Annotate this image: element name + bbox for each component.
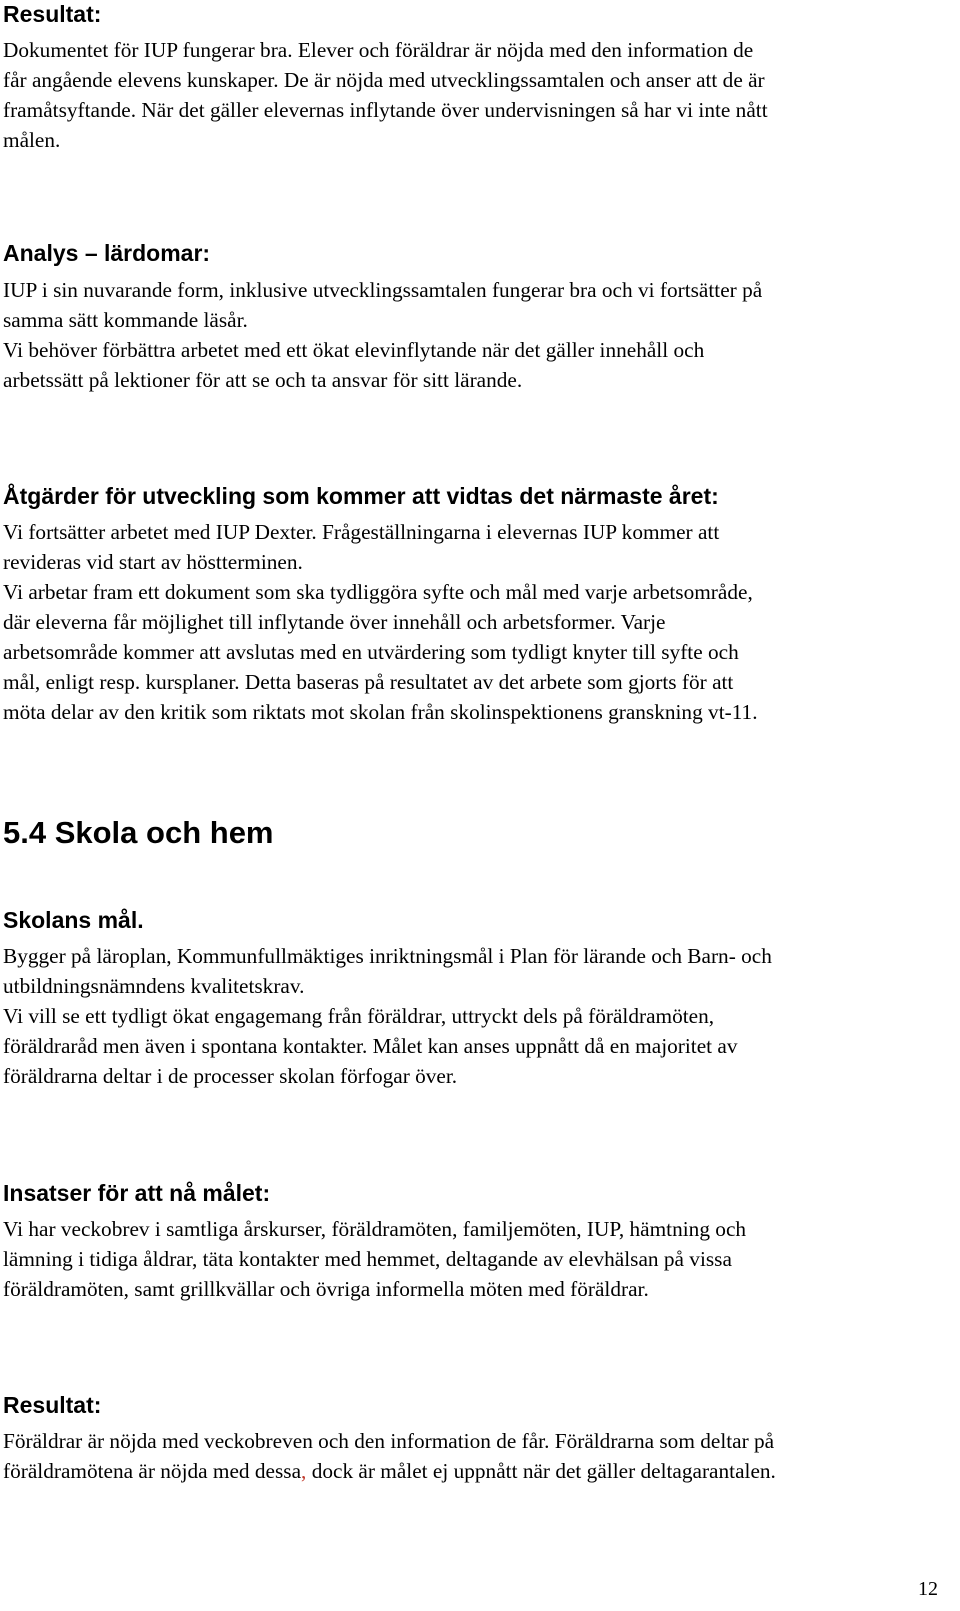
section-heading: Åtgärder för utveckling som kommer att vidtas det närmaste året: xyxy=(3,483,719,509)
section-heading: Insatser för att nå målet: xyxy=(3,1180,271,1206)
paragraph xyxy=(3,517,951,727)
text-line: arbetsområde kommer att avslutas med en utvärdering som tydligt knyter till syfte och xyxy=(3,640,739,664)
section-title: 5.4 Skola och hem xyxy=(3,815,274,850)
text-line: där eleverna får möjlighet till inflytande över innehåll och arbetsformer. Varje xyxy=(3,610,666,634)
text-line: Vi vill se ett tydligt ökat engagemang från föräldrar, uttryckt dels på föräldramöten, xyxy=(3,1004,715,1028)
paragraph xyxy=(3,1214,951,1304)
analysis-section xyxy=(3,239,951,395)
text-line: Vi arbetar fram ett dokument som ska tydliggöra syfte och mål med varje arbetsområde, xyxy=(3,580,753,604)
text-line: utbildningsnämndens kvalitetskrav. xyxy=(3,974,305,998)
text-line: Vi behöver förbättra arbetet med ett ökat elevinflytande när det gäller innehåll och xyxy=(3,338,705,362)
text-line: föräldrarna deltar i de processer skolan förfogar över. xyxy=(3,1064,458,1088)
text-line: målen. xyxy=(3,128,61,152)
section-heading: Analys – lärdomar: xyxy=(3,240,211,266)
text-line: Bygger på läroplan, Kommunfullmäktiges inriktningsmål i Plan för lärande och Barn- och xyxy=(3,944,772,968)
text-line: mål, enligt resp. kursplaner. Detta baseras på resultatet av det arbete som gjorts för att xyxy=(3,670,734,694)
chapter-section xyxy=(3,815,951,851)
result-section xyxy=(3,0,951,155)
text-line: föräldraråd men även i spontana kontakter. Målet kan anses uppnått då en majoritet av xyxy=(3,1034,738,1058)
page-number: 12 xyxy=(918,1578,938,1600)
text-line xyxy=(3,1456,951,1486)
result-section xyxy=(3,1391,951,1486)
red-comma: , xyxy=(301,1459,307,1483)
section-heading: Skolans mål. xyxy=(3,907,144,933)
text-line: framåtsyftande. När det gäller elevernas inflytande över undervisningen så har vi inte nått xyxy=(3,98,768,122)
efforts-section xyxy=(3,1179,951,1304)
text-line: arbetssätt på lektioner för att se och ta ansvar för sitt lärande. xyxy=(3,368,523,392)
paragraph xyxy=(3,1426,951,1486)
text-line: Vi har veckobrev i samtliga årskurser, föräldramöten, familjemöten, IUP, hämtning och xyxy=(3,1217,747,1241)
text-line: samma sätt kommande läsår. xyxy=(3,308,248,332)
section-heading: Resultat: xyxy=(3,1392,102,1418)
text-line: möta delar av den kritik som riktats mot skolan från skolinspektionens granskning vt-11. xyxy=(3,700,758,724)
actions-section xyxy=(3,482,951,727)
text-fragment: föräldramötena är nöjda med dessa xyxy=(3,1459,302,1483)
text-fragment: dock är målet ej uppnått när det gäller deltagarantalen. xyxy=(306,1459,776,1483)
paragraph xyxy=(3,941,951,1091)
text-line: revideras vid start av höstterminen. xyxy=(3,550,303,574)
text-line: Dokumentet för IUP fungerar bra. Elever och föräldrar är nöjda med den information de xyxy=(3,38,754,62)
section-heading: Resultat: xyxy=(3,1,102,27)
paragraph xyxy=(3,35,951,155)
text-line: IUP i sin nuvarande form, inklusive utvecklingssamtalen fungerar bra och vi fortsätter på xyxy=(3,278,763,302)
text-line: lämning i tidiga åldrar, täta kontakter med hemmet, deltagande av elevhälsan på vissa xyxy=(3,1247,732,1271)
paragraph xyxy=(3,275,951,395)
text-line: föräldramöten, samt grillkvällar och övriga informella möten med föräldrar. xyxy=(3,1277,649,1301)
text-line: får angående elevens kunskaper. De är nöjda med utvecklingssamtalen och anser att de är xyxy=(3,68,765,92)
text-line: Föräldrar är nöjda med veckobreven och den information de får. Föräldrarna som deltar på xyxy=(3,1429,775,1453)
text-line: Vi fortsätter arbetet med IUP Dexter. Frågeställningarna i elevernas IUP kommer att xyxy=(3,520,720,544)
school-goal-section xyxy=(3,906,951,1091)
